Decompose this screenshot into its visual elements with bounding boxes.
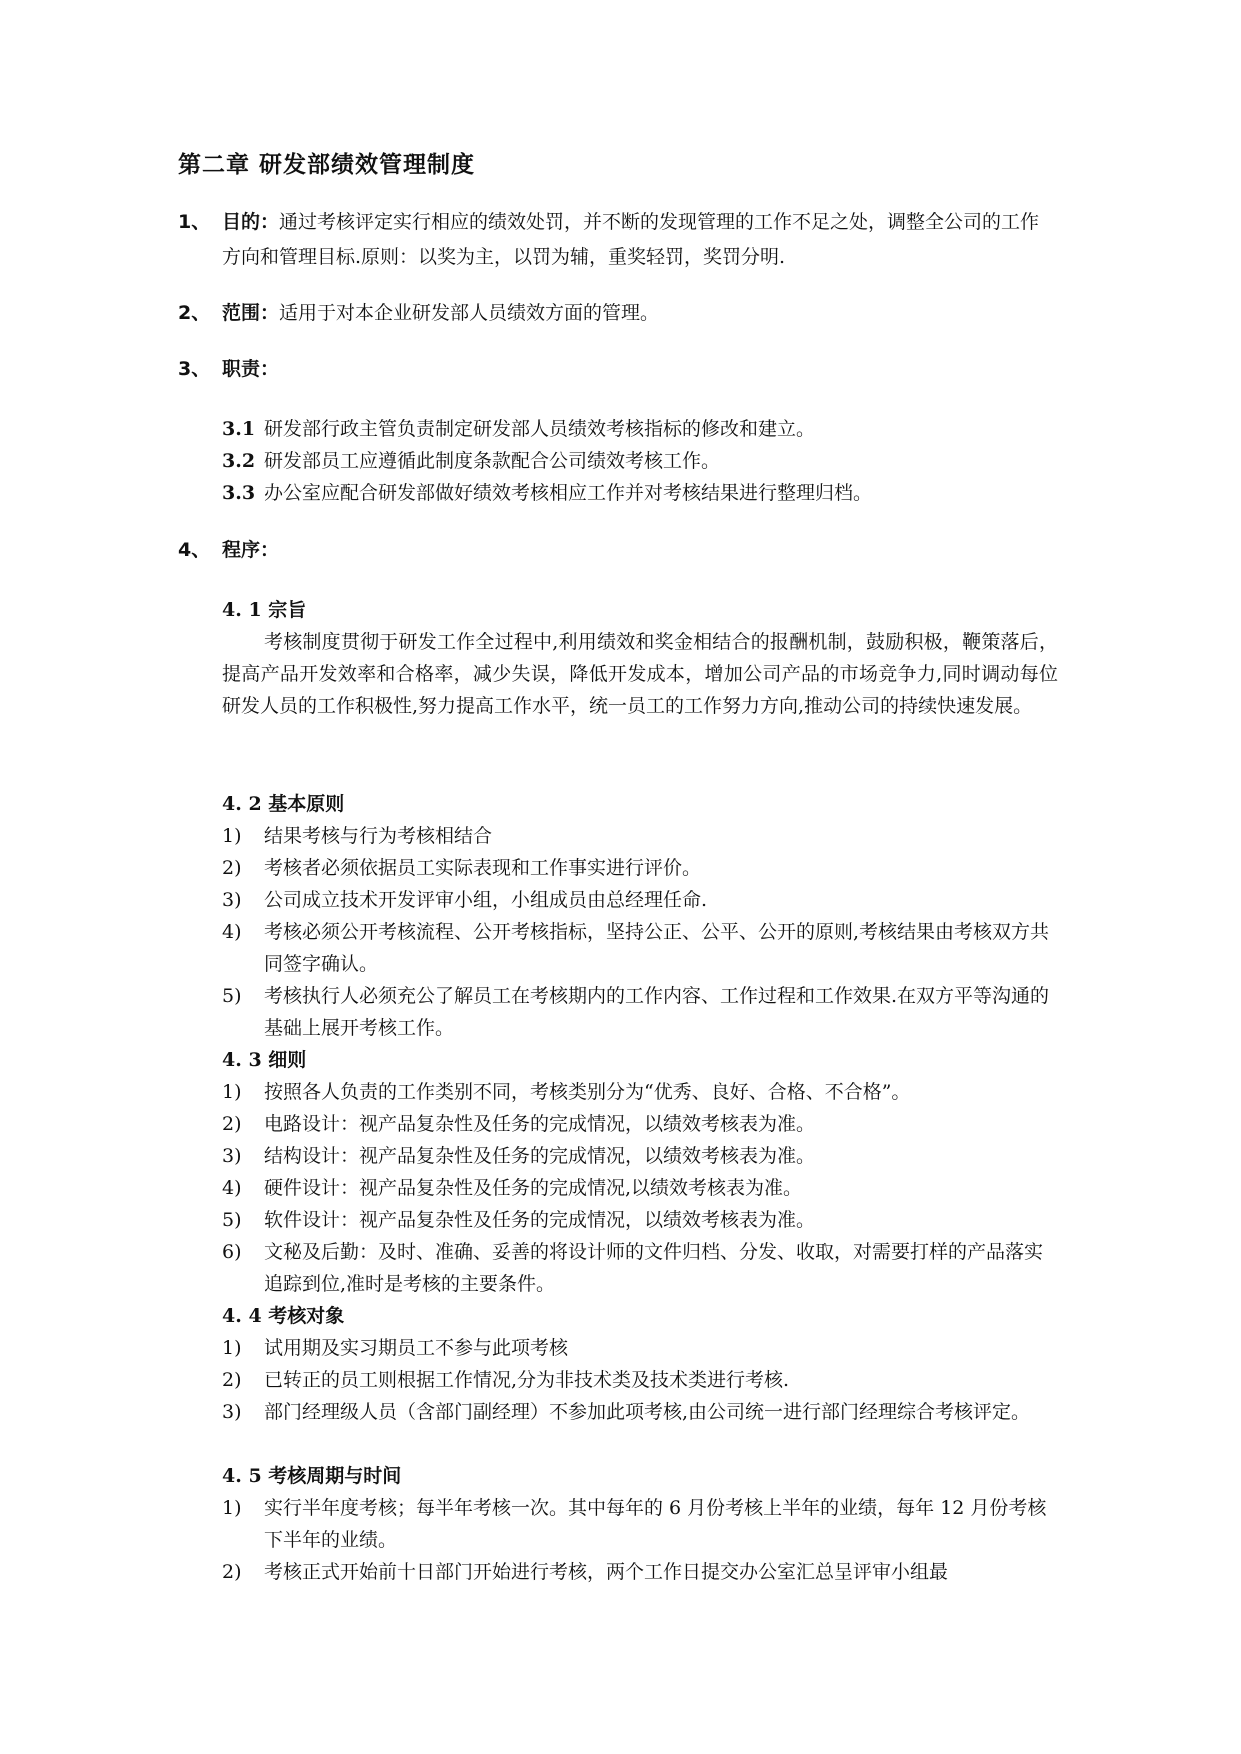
list-marker: 1) [222, 1081, 242, 1103]
list-item-text: 考核必须公开考核流程、公开考核指标，坚持公正、公平、公开的原则,考核结果由考核双方共同签字确认。 [264, 921, 1050, 975]
list-item-text: 考核执行人必须充公了解员工在考核期内的工作内容、工作过程和工作效果.在双方平等沟通的基础上展开考核工作。 [264, 985, 1050, 1039]
list-item [222, 1108, 1058, 1140]
list-marker: 3) [222, 1401, 242, 1423]
list-item-text: 部门经理级人员（含部门副经理）不参加此项考核,由公司统一进行部门经理综合考核评定。 [264, 1401, 1031, 1423]
principles-list [222, 820, 1058, 1044]
subsection-heading-purpose: 4. 1 宗旨 [222, 599, 307, 621]
period-list [222, 1492, 1058, 1588]
section-duties [178, 352, 1058, 387]
section-label: 目的： [222, 211, 280, 233]
list-item-text: 结构设计：视产品复杂性及任务的完成情况，以绩效考核表为准。 [264, 1145, 816, 1167]
section-label: 程序： [222, 539, 280, 561]
list-item-text: 硬件设计：视产品复杂性及任务的完成情况,以绩效考核表为准。 [264, 1177, 803, 1199]
list-item-text: 实行半年度考核；每半年考核一次。其中每年的 6 月份考核上半年的业绩，每年 12 月份考核下半年的业绩。 [264, 1497, 1047, 1551]
list-item-text: 文秘及后勤：及时、准确、妥善的将设计师的文件归档、分发、收取，对需要打样的产品落实追踪到位,准时是考核的主要条件。 [264, 1241, 1044, 1295]
list-marker: 1) [222, 1497, 242, 1519]
list-item [222, 1204, 1058, 1236]
section-number: 1、 [178, 211, 211, 233]
purpose-paragraph: 考核制度贯彻于研发工作全过程中,利用绩效和奖金相结合的报酬机制，鼓励积极，鞭策落后，提高产品开发效率和合格率，减少失误，降低开发成本，增加公司产品的市场竞争力,同时调动每位研发人员的工作积极性,努力提高工作水平，统一员工的工作努力方向,推动公司的持续快速发展。 [222, 631, 1058, 717]
subsection-heading-principles: 4. 2 基本原则 [222, 793, 345, 815]
targets-list [222, 1332, 1058, 1428]
duty-number: 3.1 [222, 418, 256, 440]
rules-list [222, 1076, 1058, 1300]
list-marker: 2) [222, 857, 242, 879]
section-scope [178, 296, 1058, 331]
list-marker: 4) [222, 921, 242, 943]
duty-text: 研发部员工应遵循此制度条款配合公司绩效考核工作。 [264, 450, 721, 472]
list-item-text: 考核正式开始前十日部门开始进行考核，两个工作日提交办公室汇总呈评审小组最 [264, 1561, 949, 1583]
list-item [222, 1332, 1058, 1364]
list-item [222, 1556, 1058, 1588]
list-item [222, 1492, 1058, 1556]
list-item-text: 试用期及实习期员工不参与此项考核 [264, 1337, 569, 1359]
subsection-heading-rules: 4. 3 细则 [222, 1049, 307, 1071]
list-marker: 2) [222, 1113, 242, 1135]
section-label: 职责： [222, 358, 280, 380]
list-marker: 5) [222, 1209, 242, 1231]
section-label: 范围： [222, 302, 280, 324]
list-marker: 3) [222, 889, 242, 911]
list-item [222, 820, 1058, 852]
list-item [222, 1140, 1058, 1172]
subsection-heading-targets: 4. 4 考核对象 [222, 1305, 345, 1327]
list-marker: 2) [222, 1369, 242, 1391]
section-text: 适用于对本企业研发部人员绩效方面的管理。 [279, 302, 660, 324]
duty-item [222, 445, 1058, 477]
duty-text: 研发部行政主管负责制定研发部人员绩效考核指标的修改和建立。 [264, 418, 816, 440]
section-number: 3、 [178, 358, 211, 380]
list-marker: 6) [222, 1241, 242, 1263]
chapter-title: 第二章 研发部绩效管理制度 [178, 151, 476, 178]
list-item-text: 考核者必须依据员工实际表现和工作事实进行评价。 [264, 857, 702, 879]
list-item [222, 852, 1058, 884]
list-item-text: 软件设计：视产品复杂性及任务的完成情况，以绩效考核表为准。 [264, 1209, 816, 1231]
list-item [222, 1236, 1058, 1300]
list-item [222, 916, 1058, 980]
list-marker: 1) [222, 825, 242, 847]
section-text: 通过考核评定实行相应的绩效处罚，并不断的发现管理的工作不足之处，调整全公司的工作方向和管理目标.原则：以奖为主，以罚为辅，重奖轻罚，奖罚分明. [222, 211, 1040, 268]
list-item-text: 已转正的员工则根据工作情况,分为非技术类及技术类进行考核. [264, 1369, 790, 1391]
section-procedure [178, 533, 1058, 568]
section-purpose [178, 205, 1058, 275]
list-marker: 5) [222, 985, 242, 1007]
list-marker: 2) [222, 1561, 242, 1583]
list-item [222, 980, 1058, 1044]
list-item-text: 电路设计：视产品复杂性及任务的完成情况，以绩效考核表为准。 [264, 1113, 816, 1135]
duty-text: 办公室应配合研发部做好绩效考核相应工作并对考核结果进行整理归档。 [264, 482, 873, 504]
list-item [222, 1172, 1058, 1204]
list-item-text: 按照各人负责的工作类别不同，考核类别分为“优秀、良好、合格、不合格”。 [264, 1081, 911, 1103]
section-number: 2、 [178, 302, 211, 324]
section-number: 4、 [178, 539, 211, 561]
duty-item [222, 413, 1058, 445]
list-marker: 1) [222, 1337, 242, 1359]
subsection-heading-period: 4. 5 考核周期与时间 [222, 1465, 402, 1487]
duty-number: 3.3 [222, 482, 256, 504]
list-item [222, 1076, 1058, 1108]
list-marker: 4) [222, 1177, 242, 1199]
list-item [222, 1364, 1058, 1396]
duty-item [222, 477, 1058, 509]
duty-number: 3.2 [222, 450, 256, 472]
list-item-text: 公司成立技术开发评审小组，小组成员由总经理任命. [264, 889, 708, 911]
list-item [222, 1396, 1058, 1428]
list-item-text: 结果考核与行为考核相结合 [264, 825, 493, 847]
list-item [222, 884, 1058, 916]
list-marker: 3) [222, 1145, 242, 1167]
